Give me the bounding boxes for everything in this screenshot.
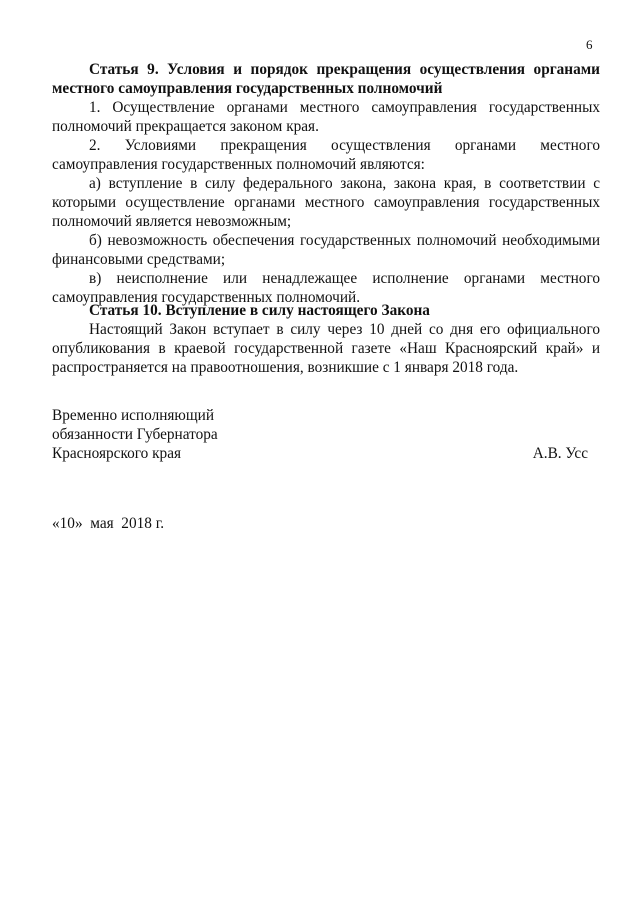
- signature-position-line-1: Временно исполняющий: [52, 407, 214, 424]
- article-9: [52, 60, 600, 307]
- signatory-name: А.В. Усс: [532, 445, 588, 462]
- article-9-item-a: а) вступление в силу федерального закона, закона края, в соответствии с которыми осуществление органами местного самоуправления государственных полномочий является невозможным;: [52, 175, 600, 230]
- signature-position-line-2: обязанности Губернатора: [52, 426, 218, 443]
- document-date: «10» мая 2018 г.: [52, 515, 165, 532]
- signature-position-line-3: Красноярского края: [52, 445, 182, 462]
- article-9-heading: Статья 9. Условия и порядок прекращения осуществления органами местного самоуправления государственных полномочий: [52, 61, 600, 97]
- article-9-paragraph-1: 1. Осуществление органами местного самоуправления государственных полномочий прекращается законом края.: [52, 99, 600, 135]
- article-10-paragraph-1: Настоящий Закон вступает в силу через 10 дней со дня его официального опубликования в краевой государственной газете «Наш Красноярский край» и распространяется на правоотношения, возникшие с 1 января 2018 года.: [52, 321, 600, 376]
- article-9-item-b: б) невозможность обеспечения государственных полномочий необходимыми финансовыми средствами;: [52, 232, 600, 268]
- article-10-heading: Статья 10. Вступление в силу настоящего Закона: [89, 302, 430, 319]
- signature-block: [52, 406, 600, 463]
- article-9-item-c: в) неисполнение или ненадлежащее исполнение органами местного самоуправления государственных полномочий.: [52, 270, 600, 306]
- article-10: [52, 301, 600, 377]
- article-9-paragraph-2: 2. Условиями прекращения осуществления органами местного самоуправления государственных полномочий являются:: [52, 137, 600, 173]
- page-number: 6: [586, 37, 593, 52]
